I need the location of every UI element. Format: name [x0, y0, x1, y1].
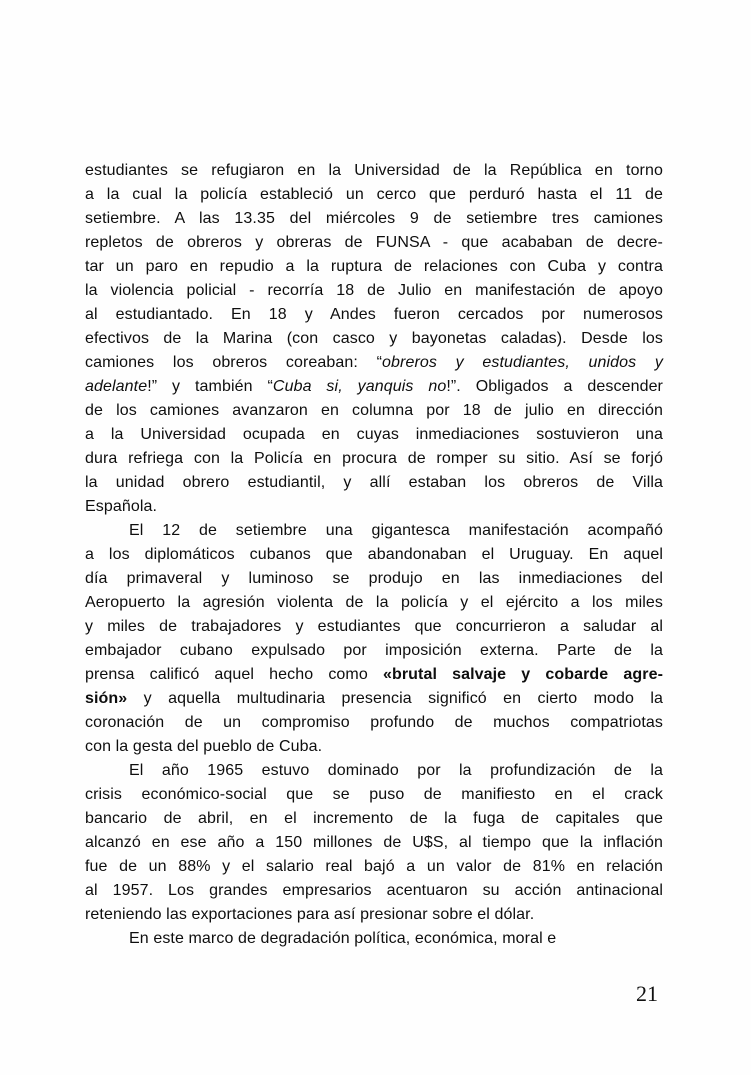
text-segment: !” y también “ — [147, 378, 273, 395]
text-segment: repletos de obreros y obreras de FUNSA - que acababan de decre- — [85, 234, 663, 251]
text-line — [85, 519, 663, 543]
text-line — [85, 615, 663, 639]
text-line — [85, 231, 663, 255]
text-line — [85, 495, 663, 519]
text-line — [85, 711, 663, 735]
text-line — [85, 279, 663, 303]
text-line — [85, 303, 663, 327]
text-segment: y aquella multudinaria presencia significó en cierto modo la — [127, 690, 663, 707]
text-segment: a la Universidad ocupada en cuyas inmediaciones sostuvieron una — [85, 426, 663, 443]
paragraph — [85, 927, 663, 951]
text-segment: En este marco de degradación política, económica, moral e — [129, 930, 557, 947]
text-line — [85, 639, 663, 663]
text-segment: dura refriega con la Policía en procura de romper su sitio. Así se forjó — [85, 450, 663, 467]
text-segment: prensa calificó aquel hecho como — [85, 666, 383, 683]
text-segment: Española. — [85, 498, 158, 515]
text-line — [85, 591, 663, 615]
text-line — [85, 399, 663, 423]
text-segment: efectivos de la Marina (con casco y bayonetas caladas). Desde los — [85, 330, 663, 347]
text-line — [85, 831, 663, 855]
text-line — [85, 687, 663, 711]
text-line — [85, 375, 663, 399]
text-segment: camiones los obreros coreaban: “ — [85, 354, 383, 371]
text-line — [85, 735, 663, 759]
text-line — [85, 783, 663, 807]
text-segment: la unidad obrero estudiantil, y allí estaban los obreros de Villa — [85, 474, 663, 491]
text-segment: la violencia policial - recorría 18 de Julio en manifestación de apoyo — [85, 282, 663, 299]
text-line — [85, 471, 663, 495]
text-segment: con la gesta del pueblo de Cuba. — [85, 738, 323, 755]
text-segment: El año 1965 estuvo dominado por la profundización de la — [129, 762, 663, 779]
text-line — [85, 543, 663, 567]
text-segment: a los diplomáticos cubanos que abandonaban el Uruguay. En aquel — [85, 546, 663, 563]
text-line — [85, 759, 663, 783]
italic-text: adelante — [85, 378, 148, 395]
text-segment: setiembre. A las 13.35 del miércoles 9 de setiembre tres camiones — [85, 210, 663, 227]
text-segment: al estudiantado. En 18 y Andes fueron cercados por numerosos — [85, 306, 663, 323]
text-line — [85, 567, 663, 591]
text-line — [85, 663, 663, 687]
text-line — [85, 327, 663, 351]
text-segment: crisis económico-social que se puso de manifiesto en el crack — [85, 786, 663, 803]
italic-text: Cuba si, yanquis no — [272, 378, 447, 395]
text-segment: y miles de trabajadores y estudiantes que concurrieron a saludar al — [85, 618, 663, 635]
paragraph — [85, 759, 663, 927]
text-line — [85, 903, 663, 927]
text-line — [85, 879, 663, 903]
text-line — [85, 855, 663, 879]
text-line — [85, 447, 663, 471]
text-segment: tar un paro en repudio a la ruptura de relaciones con Cuba y contra — [85, 258, 663, 275]
text-segment: El 12 de setiembre una gigantesca manifestación acompañó — [129, 522, 663, 539]
text-segment: fue de un 88% y el salario real bajó a un valor de 81% en relación — [85, 858, 663, 875]
paragraph — [85, 519, 663, 759]
text-line — [85, 807, 663, 831]
page-number: 21 — [636, 981, 658, 1006]
text-line — [85, 927, 663, 951]
body-text — [85, 159, 663, 951]
text-segment: alcanzó en ese año a 150 millones de U$S, al tiempo que la inflación — [85, 834, 663, 851]
bold-text: sión» — [85, 690, 128, 707]
text-segment: reteniendo las exportaciones para así presionar sobre el dólar. — [85, 906, 535, 923]
bold-text: «brutal salvaje y cobarde agre- — [382, 666, 663, 683]
text-line — [85, 159, 663, 183]
text-line — [85, 183, 663, 207]
text-segment: coronación de un compromiso profundo de muchos compatriotas — [85, 714, 663, 731]
text-line — [85, 423, 663, 447]
text-segment: al 1957. Los grandes empresarios acentuaron su acción antinacional — [85, 882, 663, 899]
text-line — [85, 207, 663, 231]
text-segment: estudiantes se refugiaron en la Universidad de la República en torno — [85, 162, 663, 179]
text-segment: a la cual la policía estableció un cerco que perduró hasta el 11 de — [85, 186, 663, 203]
text-line — [85, 255, 663, 279]
text-segment: embajador cubano expulsado por imposición externa. Parte de la — [85, 642, 663, 659]
text-line — [85, 351, 663, 375]
italic-text: obreros y estudiantes, unidos y — [382, 354, 663, 371]
paragraph — [85, 159, 663, 519]
text-segment: !”. Obligados a descender — [446, 378, 663, 395]
text-segment: día primaveral y luminoso se produjo en las inmediaciones del — [85, 570, 663, 587]
text-segment: Aeropuerto la agresión violenta de la policía y el ejército a los miles — [85, 594, 663, 611]
text-segment: de los camiones avanzaron en columna por 18 de julio en dirección — [85, 402, 663, 419]
text-segment: bancario de abril, en el incremento de la fuga de capitales que — [85, 810, 663, 827]
